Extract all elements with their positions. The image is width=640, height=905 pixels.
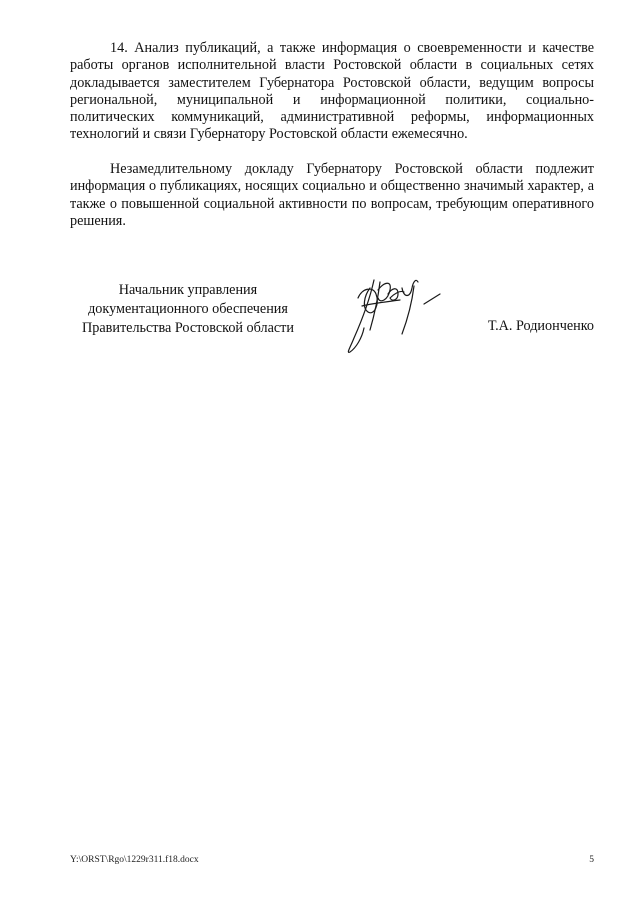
signatory-position bbox=[68, 281, 308, 338]
handwritten-signature bbox=[340, 268, 455, 360]
signer-name: Т.А. Родионченко bbox=[487, 318, 594, 334]
page-number: 5 bbox=[589, 855, 594, 865]
position-line-3: Правительства Ростовской области bbox=[82, 320, 294, 336]
footer-file-path: Y:\ORST\Rgo\1229r311.f18.docx bbox=[70, 855, 199, 865]
position-line-2: документационного обеспечения bbox=[88, 301, 288, 317]
position-line-1: Начальник управления bbox=[118, 282, 258, 298]
paragraph-urgent-report: Незамедлительному докладу Губернатору Ростовской области подлежит информация о публикациях, носящих социально и общественно значимый характер, а также о повышенной социальной активности по вопросам, требующим оперативного решения. bbox=[70, 161, 594, 229]
paragraph-14: 14. Анализ публикаций, а также информация о своевременности и качестве работы органов исполнительной власти Ростовской области в социальных сетях докладывается заместителем Губернатора Ростовской области, ведущим вопросы региональной, муниципальной и информационной политики, социально-политических коммуникаций, административной реформы, информационных технологий и связи Губернатору Ростовской области ежемесячно. bbox=[70, 40, 594, 143]
